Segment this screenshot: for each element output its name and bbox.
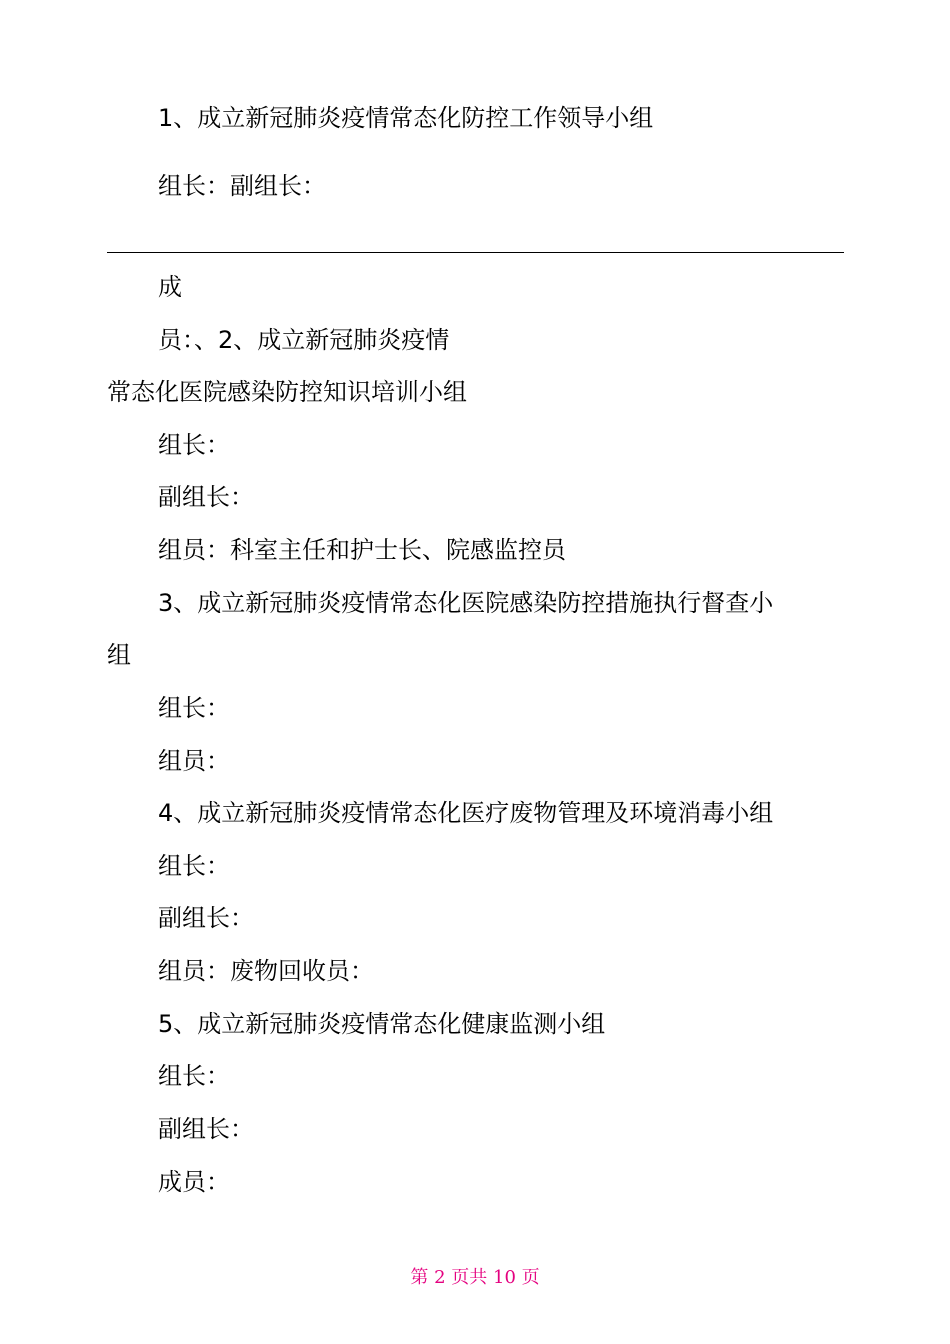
section-4-deputy: 副组长：	[158, 904, 254, 932]
section-2-deputy: 副组长：	[158, 483, 254, 511]
section-2-heading-start: 员：、2、成立新冠肺炎疫情	[158, 326, 450, 354]
section-1-heading: 1、成立新冠肺炎疫情常态化防控工作领导小组	[158, 104, 654, 132]
section-4-members: 组员：废物回收员：	[158, 957, 374, 985]
section-4-heading: 4、成立新冠肺炎疫情常态化医疗废物管理及环境消毒小组	[158, 799, 774, 827]
section-2-leader: 组长：	[158, 431, 230, 459]
section-1-leaders: 组长：副组长：	[158, 172, 326, 200]
page-number-footer: 第 2 页共 10 页	[410, 1267, 540, 1288]
section-5-leader: 组长：	[158, 1062, 230, 1090]
section-3-heading: 3、成立新冠肺炎疫情常态化医院感染防控措施执行督查小	[158, 589, 774, 617]
section-3-heading-end: 组	[107, 641, 131, 669]
section-3-leader: 组长：	[158, 694, 230, 722]
horizontal-rule	[107, 252, 844, 253]
section-1-members-label: 成	[158, 273, 182, 301]
section-5-members: 成员：	[158, 1168, 230, 1196]
section-4-leader: 组长：	[158, 852, 230, 880]
section-5-heading: 5、成立新冠肺炎疫情常态化健康监测小组	[158, 1010, 606, 1038]
section-2-heading-end: 常态化医院感染防控知识培训小组	[107, 378, 467, 406]
section-2-members: 组员：科室主任和护士长、院感监控员	[158, 536, 566, 564]
section-5-deputy: 副组长：	[158, 1115, 254, 1143]
section-3-members: 组员：	[158, 747, 230, 775]
